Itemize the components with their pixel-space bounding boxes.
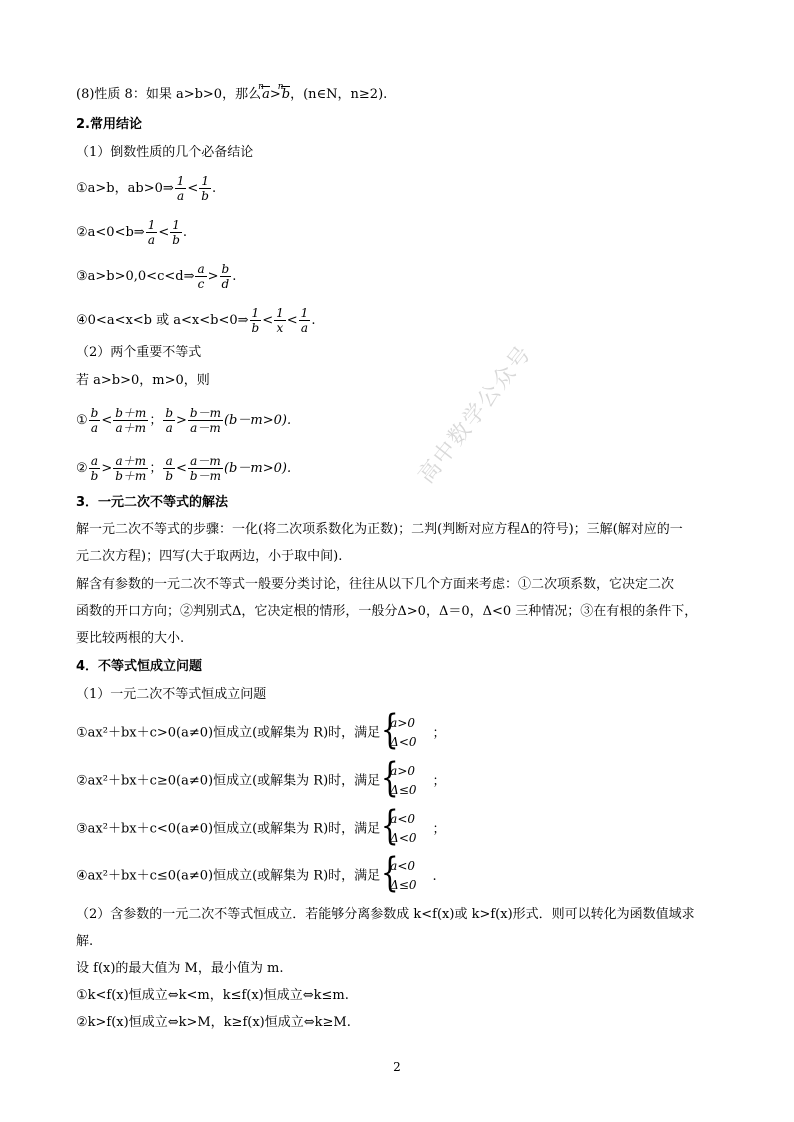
paragraph-line: 解.: [76, 934, 94, 949]
paragraph-line: 函数的开口方向；②判别式Δ，它决定根的情形，一般分Δ>0，Δ＝0，Δ<0 三种情况；③在有根的条件下，: [76, 604, 698, 619]
paragraph-line: 设 f(x)的最大值为 M，最小值为 m.: [76, 961, 284, 976]
paragraph-line: ②k>f(x)恒成立⇔k>M，k≥f(x)恒成立⇔k≥M.: [76, 1015, 351, 1030]
reciprocal-rule-4: ④0<a<x<b 或 a<x<b<0⇒ $\frac{1}{b}$ < $\frac{1}{x}$ < $\frac{1}{a}$ .: [76, 306, 316, 335]
paragraph-line: 元二次方程)；四写(大于取两边，小于取中间).: [76, 549, 343, 564]
reciprocal-rule-1: ①a>b，ab>0⇒ $\frac{1}{a}$ < $\frac{1}{b}$ .: [76, 174, 217, 203]
paragraph-line: ①k<f(x)恒成立⇔k<m，k≤f(x)恒成立⇔k≤m.: [76, 988, 349, 1003]
reciprocal-rule-2: ②a<0<b⇒ $\frac{1}{a}$ < $\frac{1}{b}$ .: [76, 218, 188, 247]
paragraph-line: 要比较两根的大小.: [76, 631, 185, 646]
quadratic-condition-1: ①ax²＋bx＋c>0(a≠0)恒成立(或解集为 R)时，满足 { a>0 Δ<0 ；: [76, 714, 446, 752]
quadratic-condition-4: ④ax²＋bx＋c≤0(a≠0)恒成立(或解集为 R)时，满足 { a<0 Δ≤0 .: [76, 857, 437, 895]
quadratic-condition-2: ②ax²＋bx＋c≥0(a≠0)恒成立(或解集为 R)时，满足 { a>0 Δ≤0 ；: [76, 762, 446, 800]
case-brace: { a>0 Δ<0: [380, 714, 416, 752]
paragraph-line: 解一元二次不等式的步骤：一化(将二次项系数化为正数)；二判(判断对应方程Δ的符号)；三解(解对应的一: [76, 522, 683, 537]
section-heading-2: 2.常用结论: [76, 117, 142, 132]
paragraph-line: （2）含参数的一元二次不等式恒成立．若能够分离参数成 k<f(x)或 k>f(x)形式．则可以转化为函数值域求: [76, 907, 695, 922]
watermark: 高中数学公众号: [413, 340, 538, 489]
subsection-2: （2）两个重要不等式: [76, 345, 202, 360]
reciprocal-rule-3: ③a>b>0,0<c<d⇒ $\frac{a}{c}$ > $\frac{b}{d}$ .: [76, 262, 237, 291]
case-brace: { a>0 Δ≤0: [380, 762, 416, 800]
quadratic-condition-3: ③ax²＋bx＋c<0(a≠0)恒成立(或解集为 R)时，满足 { a<0 Δ<0 ；: [76, 810, 446, 848]
condition-line: 若 a>b>0，m>0，则: [76, 373, 210, 388]
case-brace: { a<0 Δ≤0: [380, 857, 416, 895]
inequality-1: ① $\frac{b}{a}$ < $\frac{b+m}{a+m}$ ； $\frac{b}{a}$ > $\frac{b-m}{a-m}$ (b－m>0).: [76, 406, 292, 435]
subsection-1: （1）倒数性质的几个必备结论: [76, 145, 254, 160]
paragraph-line: 解含有参数的一元二次不等式一般要分类讨论，往往从以下几个方面来考虑：①二次项系数，它决定二次: [76, 577, 675, 592]
property-8-text: (8)性质 8：如果 a>b>0，那么: [76, 87, 262, 102]
section-heading-3: 3．一元二次不等式的解法: [76, 495, 229, 510]
page-number: 2: [393, 1060, 401, 1074]
nth-root-a: n a: [258, 82, 270, 102]
inequality-2: ② $\frac{a}{b}$ > $\frac{a+m}{b+m}$ ； $\frac{a}{b}$ < $\frac{a-m}{b-m}$ (b－m>0).: [76, 454, 292, 483]
section-heading-4: 4．不等式恒成立问题: [76, 659, 203, 674]
property-8-line: (8)性质 8：如果 a>b>0，那么 n a> n b，(n∈N，n≥2).: [76, 82, 388, 102]
case-brace: { a<0 Δ<0: [380, 810, 416, 848]
nth-root-b: n b: [277, 82, 291, 102]
subsection-4-1: （1）一元二次不等式恒成立问题: [76, 687, 267, 702]
